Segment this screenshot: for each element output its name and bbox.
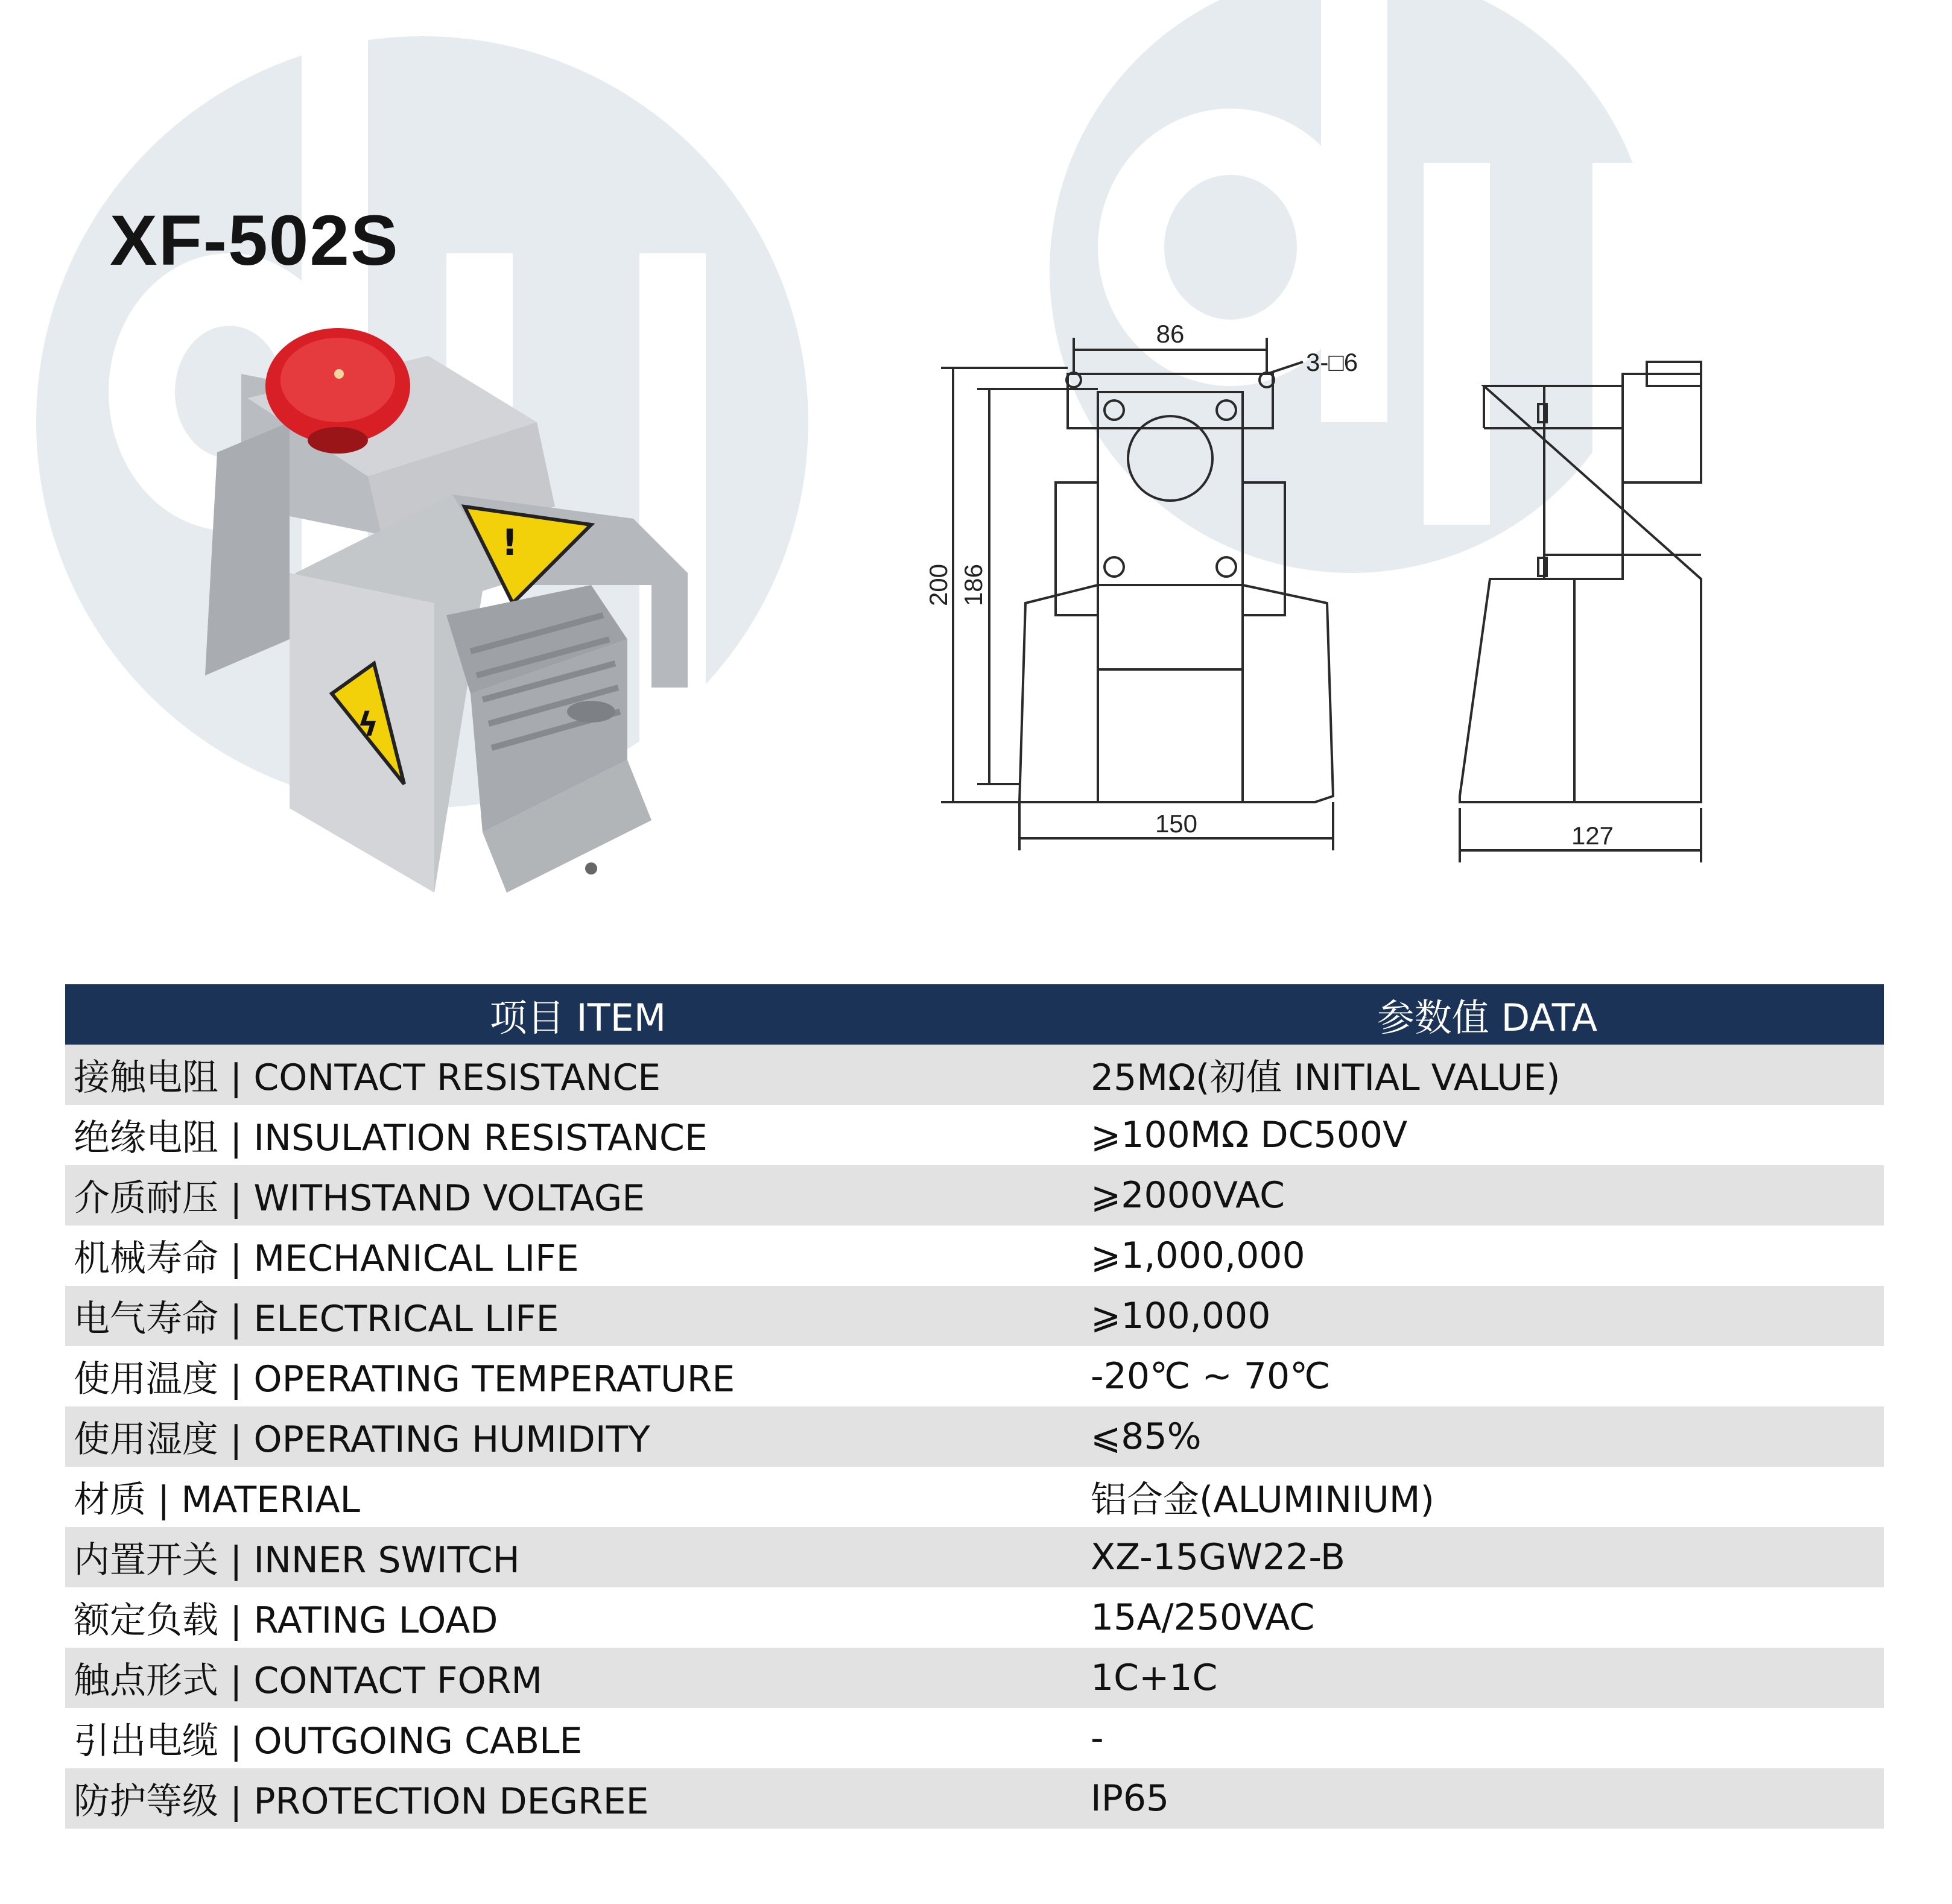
row-item: 介质耐压 | WITHSTAND VOLTAGE (65, 1165, 1091, 1226)
row-value: 1C+1C (1091, 1648, 1884, 1708)
table-row (65, 1045, 1884, 1105)
row-item: 机械寿命 | MECHANICAL LIFE (74, 1238, 579, 1280)
side-dimension-drawing (1436, 338, 1749, 881)
row-item: 绝缘电阻 | INSULATION RESISTANCE (74, 1117, 708, 1159)
table-row (65, 1165, 1884, 1226)
dim-side-depth: 127 (1571, 821, 1614, 850)
table-row (65, 1286, 1884, 1346)
row-value: IP65 (1091, 1768, 1884, 1829)
row-value: ⩾1,000,000 (1091, 1235, 1305, 1277)
model-title: XF-502S (110, 201, 399, 280)
front-dimension-drawing (917, 302, 1412, 881)
table-row (65, 1346, 1884, 1406)
table-row (65, 1467, 1884, 1527)
table-row (65, 1527, 1884, 1587)
spec-table (65, 984, 1884, 1829)
row-item: 接触电阻 | CONTACT RESISTANCE (65, 1045, 1091, 1105)
dim-base-width: 150 (1155, 809, 1198, 838)
table-row (65, 1226, 1884, 1286)
header-item: 项目 ITEM (65, 984, 1091, 1045)
row-value: - (1091, 1717, 1104, 1759)
row-item: 防护等级 | PROTECTION DEGREE (65, 1768, 1091, 1829)
row-item: 电气寿命 | ELECTRICAL LIFE (65, 1286, 1091, 1346)
table-row (65, 1708, 1884, 1768)
table-row (65, 1406, 1884, 1467)
dim-height-total: 200 (924, 563, 952, 607)
header-data: 参数值 DATA (1091, 984, 1884, 1045)
row-item: 使用温度 | OPERATING TEMPERATURE (74, 1358, 735, 1400)
table-row (65, 1587, 1884, 1648)
table-row (65, 1648, 1884, 1708)
row-value: 25MΩ(初值 INITIAL VALUE) (1091, 1045, 1884, 1105)
table-row (65, 1768, 1884, 1829)
row-value: ⩽85% (1091, 1406, 1884, 1467)
row-value: ⩾100,000 (1091, 1286, 1884, 1346)
row-value: XZ-15GW22-B (1091, 1527, 1884, 1587)
product-photo (169, 302, 748, 893)
row-value: ⩾100MΩ DC500V (1091, 1114, 1408, 1156)
dim-front-width: 86 (1156, 320, 1185, 348)
row-value: ⩾2000VAC (1091, 1165, 1884, 1226)
row-value: -20℃ ~ 70℃ (1091, 1355, 1331, 1397)
table-row (65, 1105, 1884, 1165)
row-value: 15A/250VAC (1091, 1596, 1315, 1639)
row-value: 铝合金(ALUMINIUM) (1091, 1479, 1434, 1521)
row-item: 材质 | MATERIAL (74, 1479, 360, 1521)
row-item: 触点形式 | CONTACT FORM (65, 1648, 1091, 1708)
row-item: 内置开关 | INNER SWITCH (65, 1527, 1091, 1587)
svg-text:!: ! (501, 522, 518, 564)
dim-height-inner: 186 (959, 563, 987, 607)
row-item: 额定负载 | RATING LOAD (74, 1599, 498, 1642)
row-item: 使用湿度 | OPERATING HUMIDITY (65, 1406, 1091, 1467)
row-item: 引出电缆 | OUTGOING CABLE (74, 1720, 583, 1762)
svg-text:ϟ: ϟ (357, 706, 379, 744)
table-header-row (65, 984, 1884, 1045)
dim-hole-spec: 3-□6 (1306, 348, 1358, 376)
